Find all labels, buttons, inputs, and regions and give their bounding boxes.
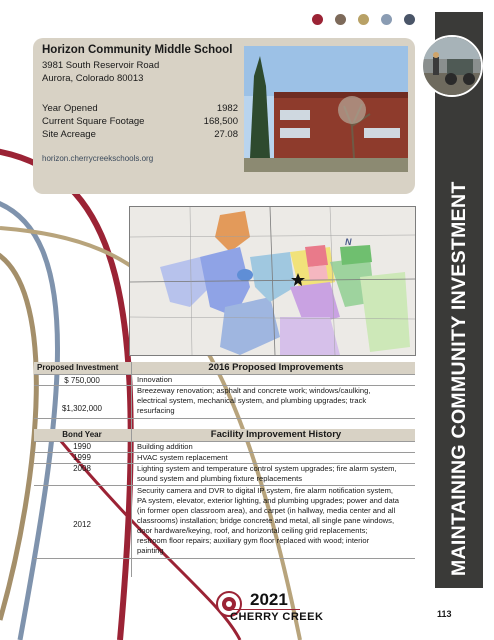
color-dot xyxy=(381,14,392,25)
north-arrow-label: N xyxy=(345,237,352,247)
history-text: (in former open classroom area), and carpet (in hallway, media center and all xyxy=(137,506,396,515)
fact-value: 1982 xyxy=(216,103,238,114)
history-text: restroom floor repairs; auxiliary gym floor replaced with wood; interior xyxy=(137,536,370,545)
proposed-amount: $ 750,000 xyxy=(64,376,100,385)
proposed-text: resurfacing xyxy=(137,406,175,415)
color-dot xyxy=(358,14,369,25)
history-text: PA system, elevator, exterior lighting, and plumbing upgrades; power and data xyxy=(137,496,399,505)
school-website-link[interactable]: horizon.cherrycreekschools.org xyxy=(42,154,154,163)
address-line-2: Aurora, Colorado 80013 xyxy=(42,73,144,84)
footer-year: 2021 xyxy=(250,590,288,609)
facility-history-title: Facility Improvement History xyxy=(210,429,342,440)
proposed-investment-header: Proposed Investment xyxy=(37,363,119,372)
color-dot xyxy=(404,14,415,25)
proposed-text: Innovation xyxy=(137,375,173,384)
history-text: HVAC system replacement xyxy=(137,453,228,462)
color-dot xyxy=(312,14,323,25)
fact-label: Current Square Footage xyxy=(42,116,145,127)
address-line-1: 3981 South Reservoir Road xyxy=(42,60,160,71)
district-map xyxy=(129,206,416,356)
school-building-photo xyxy=(244,46,408,172)
school-name: Horizon Community Middle School xyxy=(42,44,233,56)
bond-year: 2008 xyxy=(73,464,91,473)
construction-photo xyxy=(421,35,483,97)
bond-year: 1990 xyxy=(73,442,91,451)
sidebar-title: MAINTAINING COMMUNITY INVESTMENT xyxy=(448,181,470,576)
history-text: door hardware/keying, roof, and horizontal ceiling grid replacements; xyxy=(137,526,368,535)
fact-label: Site Acreage xyxy=(42,129,96,140)
fact-label: Year Opened xyxy=(42,103,98,114)
bond-year-header: Bond Year xyxy=(62,430,102,439)
footer-rule xyxy=(230,609,300,610)
proposed-text: electrical system, mechanical system, and plumbing upgrades; track xyxy=(137,396,367,405)
proposed-amount: $1,302,000 xyxy=(61,404,103,413)
proposed-text: Breezeway renovation; asphalt and concrete work; windows/caulking, xyxy=(137,386,371,395)
investment-table xyxy=(34,362,415,577)
history-text: classrooms) installation; bridge concrete and metal, all single pane windows, xyxy=(137,516,395,525)
page-number: 113 xyxy=(437,609,452,619)
bond-year: 2012 xyxy=(73,520,91,529)
bond-year: 1999 xyxy=(73,453,91,462)
history-text: Lighting system and temperature control system upgrades; fire alarm system, xyxy=(137,464,397,473)
color-dot xyxy=(335,14,346,25)
fact-value: 168,500 xyxy=(203,116,238,127)
fact-value: 27.08 xyxy=(214,129,238,140)
history-text: Security camera and DVR to digital IP system, fire alarm notification system, xyxy=(137,486,394,495)
history-text: sound system and plumbing fixture replacements xyxy=(137,474,303,483)
history-text: Building addition xyxy=(137,442,193,451)
history-text: painting xyxy=(137,546,164,555)
proposed-improvements-title: 2016 Proposed Improvements xyxy=(208,362,344,373)
footer-brand: CHERRY CREEK xyxy=(230,611,324,623)
